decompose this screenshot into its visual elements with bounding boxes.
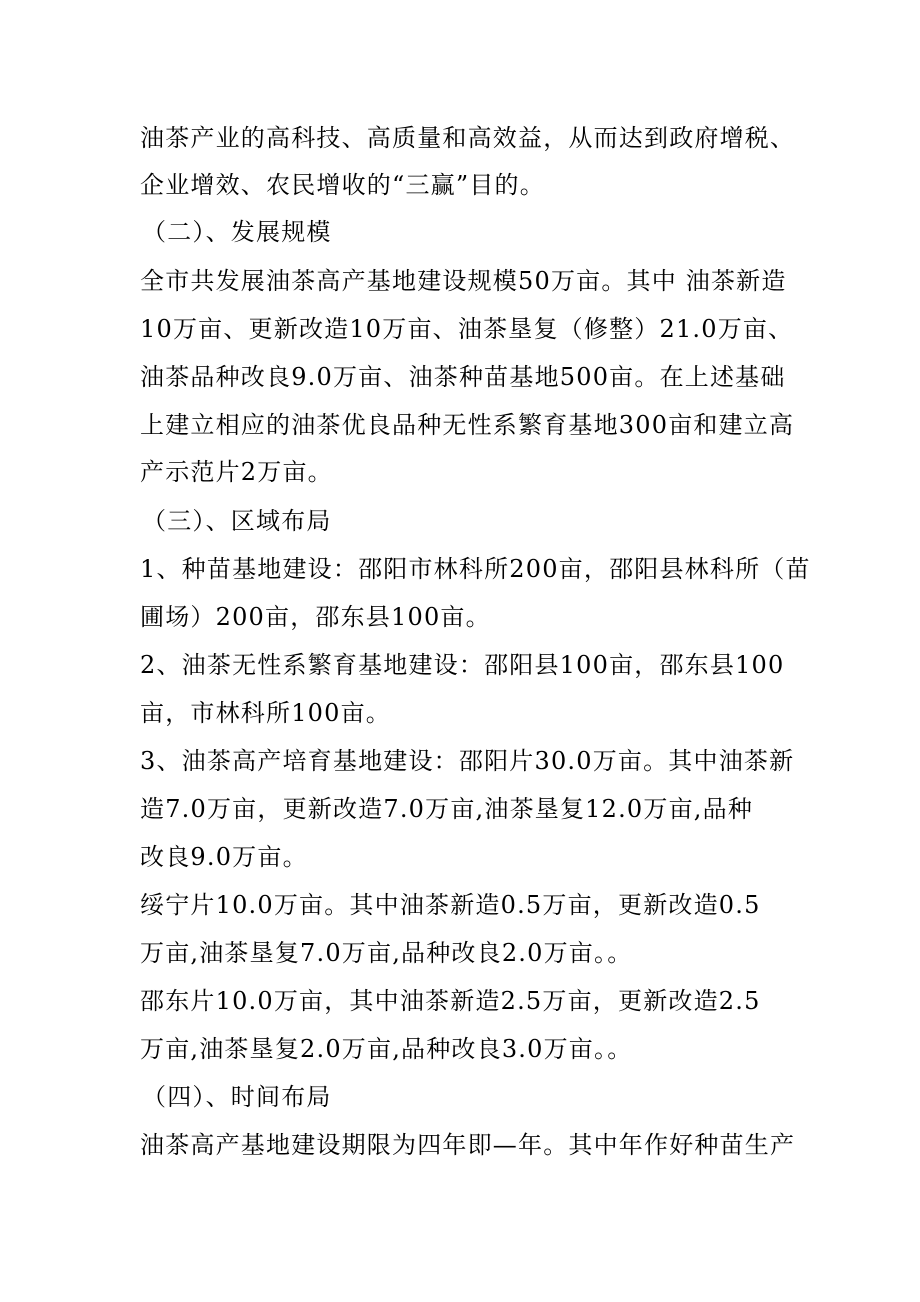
text-line: 产示范片2万亩。 (140, 458, 333, 486)
text-line: 10万亩、更新改造10万亩、油茶垦复（修整）21.0万亩、 (140, 315, 794, 343)
text-line: 亩，市林科所100亩。 (140, 699, 392, 727)
text-line: 万亩,油茶垦复7.0万亩,品种改良2.0万亩。。 (140, 939, 633, 967)
text-line: 改良9.0万亩。 (140, 843, 308, 871)
text-line: 造7.0万亩，更新改造7.0万亩,油茶垦复12.0万亩,品种 (140, 795, 754, 823)
text-line: 1、种苗基地建设：邵阳市林科所200亩，邵阳县林科所（苗 (140, 555, 811, 583)
text-line: 2、油茶无性系繁育基地建设：邵阳县100亩，邵东县100 (140, 651, 785, 679)
text-line: 全市共发展油茶高产基地建设规模50万亩。其中 油茶新造 (140, 267, 787, 295)
section-heading: （二）、发展规模 (142, 218, 332, 246)
text-line: 邵东片10.0万亩，其中油茶新造2.5万亩，更新改造2.5 (140, 987, 761, 1015)
text-line: 绥宁片10.0万亩。其中油茶新造0.5万亩，更新改造0.5 (140, 891, 761, 919)
text-line: 油茶产业的高科技、高质量和高效益，从而达到政府增税、 (140, 124, 796, 152)
section-heading: （四）、时间布局 (142, 1083, 332, 1111)
text-line: 万亩,油茶垦复2.0万亩,品种改良3.0万亩。。 (140, 1035, 633, 1063)
text-line: 企业增效、农民增收的“三赢”目的。 (140, 171, 545, 199)
text-line: 油茶高产基地建设期限为四年即—年。其中年作好种苗生产 (140, 1131, 796, 1159)
text-line: 上建立相应的油茶优良品种无性系繁育基地300亩和建立高 (140, 411, 795, 439)
section-heading: （三）、区域布局 (142, 507, 332, 535)
text-line: 圃场）200亩，邵东县100亩。 (140, 603, 491, 631)
text-line: 3、油茶高产培育基地建设：邵阳片30.0万亩。其中油茶新 (140, 747, 795, 775)
text-line: 油茶品种改良9.0万亩、油茶种苗基地500亩。在上述基础 (140, 363, 786, 391)
